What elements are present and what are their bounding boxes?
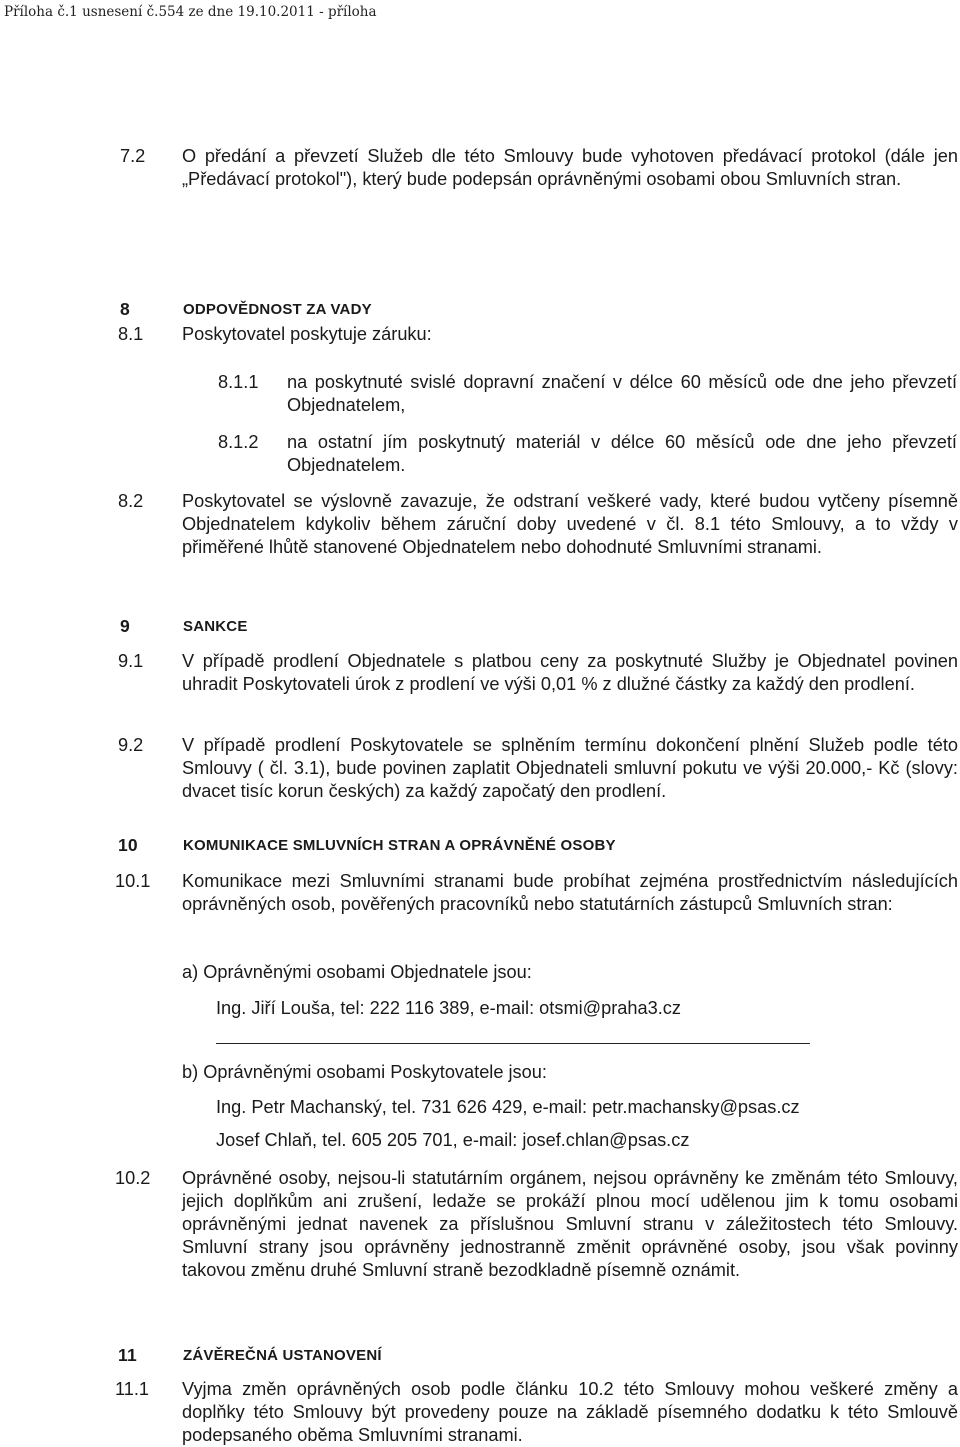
signature-line [216, 1043, 810, 1044]
clause-number: 11.1 [115, 1379, 150, 1399]
subsection-label: b) Oprávněnými osobami Poskytovatele jsou: [182, 1062, 547, 1082]
clause-number: 8.2 [118, 491, 144, 511]
clause-number: 9.1 [118, 651, 144, 671]
clause-text: V případě prodlení Objednatele s platbou ceny za poskytnuté Služby je Objednatel povinen uhradit Poskytovateli úrok z prodlení ve výši 0,01 % z dlužné částky za každý den prodlení. [182, 651, 958, 694]
section-title: KOMUNIKACE SMLUVNÍCH STRAN A OPRÁVNĚNÉ OSOBY [183, 837, 616, 854]
subsection-label: a) Oprávněnými osobami Objednatele jsou: [182, 962, 532, 982]
contact-line: Ing. Jiří Louša, tel: 222 116 389, e-mail: otsmi@praha3.cz [216, 998, 681, 1018]
subclause-text: na poskytnuté svislé dopravní značení v délce 60 měsíců ode dne jeho převzetí Objednatelem, [287, 372, 957, 415]
contact-line: Josef Chlaň, tel. 605 205 701, e-mail: josef.chlan@psas.cz [216, 1130, 690, 1150]
section-title: ODPOVĚDNOST ZA VADY [183, 301, 372, 318]
section-title: ZÁVĚREČNÁ USTANOVENÍ [183, 1347, 382, 1364]
section-number: 8 [120, 299, 130, 319]
document-header: Příloha č.1 usnesení č.554 ze dne 19.10.2011 - příloha [4, 4, 377, 20]
contact-line: Ing. Petr Machanský, tel. 731 626 429, e-mail: petr.machansky@psas.cz [216, 1097, 800, 1117]
clause-text: Poskytovatel poskytuje záruku: [182, 324, 432, 344]
clause-text: V případě prodlení Poskytovatele se splněním termínu dokončení plnění Služeb podle této Smlouvy ( čl. 3.1), bude povinen zaplatit Objednateli smluvní pokutu ve výši 20.000,- Kč (slovy: dvacet tisíc korun českých) za každý započatý den prodlení. [182, 735, 958, 801]
subclause-text: na ostatní jím poskytnutý materiál v délce 60 měsíců ode dne jeho převzetí Objednatelem. [287, 432, 957, 475]
clause-number: 10.1 [115, 871, 151, 891]
section-number: 11 [118, 1345, 137, 1365]
clause-number: 7.2 [120, 146, 146, 166]
clause-number: 10.2 [115, 1168, 151, 1188]
section-number: 10 [118, 835, 138, 855]
clause-text: Oprávněné osoby, nejsou-li statutárním orgánem, nejsou oprávněny ke změnám této Smlouvy, jejich doplňkům ani zrušení, ledaže se prokáží plnou mocí udělenou jim k tomu osobami oprávněnými jednat navenek za příslušnou Smluvní stranu v záležitostech této Smlouvy. Smluvní strany jsou oprávněny jednostranně změnit oprávněné osoby, jsou však povinny takovou změnu druhé Smluvní straně bezodkladně písemně oznámit. [182, 1168, 958, 1280]
section-title: SANKCE [183, 618, 248, 635]
clause-text: Vyjma změn oprávněných osob podle článku 10.2 této Smlouvy mohou veškeré změny a doplňky této Smlouvy být provedeny pouze na základě písemného dodatku k této Smlouvě podepsaného oběma Smluvními stranami. [182, 1379, 958, 1445]
clause-text: Komunikace mezi Smluvními stranami bude probíhat zejména prostřednictvím následujících oprávněných osob, pověřených pracovníků nebo statutárních zástupců Smluvních stran: [182, 871, 958, 914]
clause-number: 8.1 [118, 324, 144, 344]
clause-number: 9.2 [118, 735, 144, 755]
subclause-number: 8.1.2 [218, 432, 259, 452]
section-number: 9 [120, 616, 130, 636]
subclause-number: 8.1.1 [218, 372, 259, 392]
clause-text: O předání a převzetí Služeb dle této Smlouvy bude vyhotoven předávací protokol (dále jen „Předávací protokol"), který bude podepsán oprávněnými osobami obou Smluvních stran. [182, 146, 958, 189]
clause-text: Poskytovatel se výslovně zavazuje, že odstraní veškeré vady, které budou vytčeny písemně Objednatelem kdykoliv během záruční doby uvedené v čl. 8.1 této Smlouvy, a to vždy v přiměřené lhůtě stanovené Objednatelem nebo dohodnuté Smluvními stranami. [182, 491, 958, 557]
